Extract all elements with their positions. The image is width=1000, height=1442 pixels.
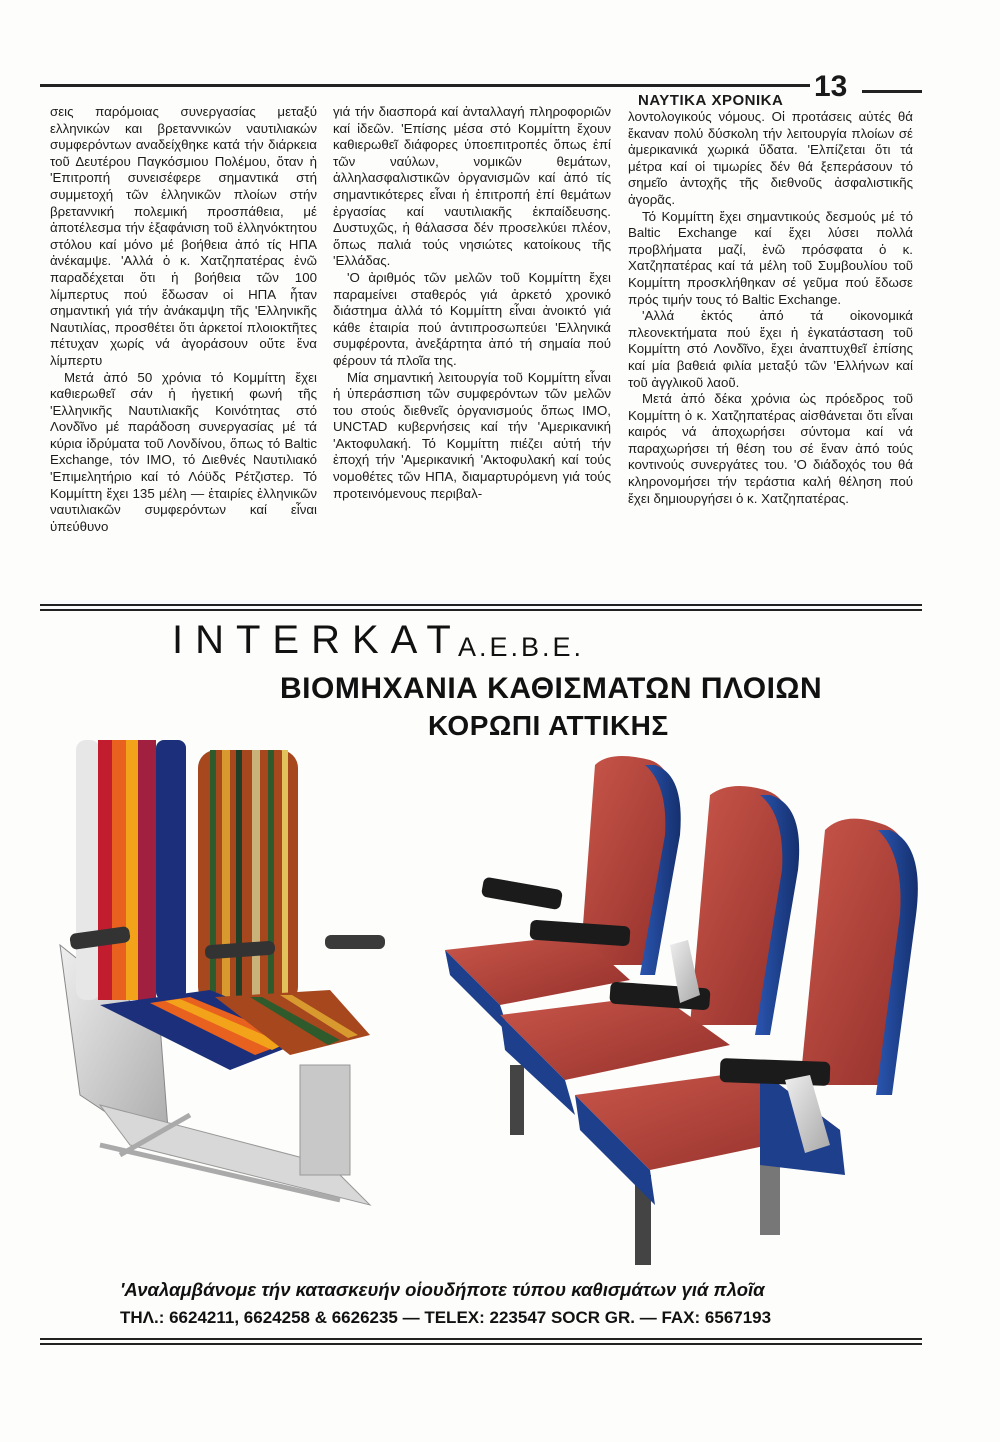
ad-location: ΚΟΡΩΠΙ ΑΤΤΙΚΗΣ <box>428 710 669 741</box>
header-rule <box>40 84 810 87</box>
ship-seats-photo <box>40 735 920 1280</box>
paragraph: γιά τήν διασπορά καί ἀνταλλαγή πληροφοριῶν καί ἰδεῶν. 'Επίσης μέσα στό Κομμίττη ἔχουν καθιερωθεῖ διάφορες ὑποεπιτροπές ὅπως ἐπί τῶν ναύλων, νομικῶν θεμάτων, ἀλληλασφαλιστικῶν ὀργανισμῶν καί ἀπό τίς σημαντικότερες εἶναι ἡ ἐπιτροπή ἐπί θεμάτων ἐργασίας καί ναυτιλιακῆς ἐκπαίδευσης. Δυστυχῶς, ἡ θάλασσα δέν προσελκύει πλέον, ὅπως παλιά τούς νησιώτες κατοίκους τῆς 'Ελλάδας. <box>333 104 611 269</box>
ad-tagline: 'Αναλαμβάνομε τήν κατασκευήν οἱουδήποτε τύπου καθισμάτων γιά πλοῖα <box>120 1279 765 1300</box>
paragraph: 'Ο ἀριθμός τῶν μελῶν τοῦ Κομμίττη ἔχει παραμείνει σταθερός γιά ἀρκετό χρονικό διάστημα ἀλλά τό Κομμίττη εἶναι ἀνοικτό γιά κάθε ἑταιρία πού ἀντιπροσωπεύει 'Ελληνικά συμφέροντα, ἀνεξάρτητα ἀπό τή σημαία πού φέρουν τά πλοῖα της. <box>333 269 611 368</box>
paragraph: σεις παρόμοιας συνεργασίας μεταξύ ελληνικών και βρεταννικών ναυτιλιακών συμφερόντων αναδείχθηκε κατά τήν διάρκεια τοῦ Δευτέρου Παγκόσμιου Πολέμου, ὅταν ἡ 'Επιτροπή συνεισέφερε σημαντικά στή συμμετοχή τῶν ἑλληνικῶν πλοίων στήν βρεταννική πολεμική προσπάθεια, μέ ἀποτέλεσμα τήν ἐξαφάνιση τοῦ ἑλληνόκτητου στόλου καί μόνο μέ βοήθεια ἀπό τίς ΗΠΑ ἀνέκαμψε. 'Αλλά ὁ κ. Χατζηπατέρας ἐνῶ παραδέχεται ὅτι ἡ βοήθεια τῶν 100 λίμπερτυς πού ἔδωσαν οἱ ΗΠΑ ἦταν σημαντική γιά τήν ἀνάκαμψη τῆς 'Ελληνικῆς Ναυτιλίας, προσθέτει ὅτι ἀρκετοί πλοιοκτῆτες πέτυχαν χωρίς νά ἀγοράσουν οὔτε ἕνα λίμπερτυ <box>50 104 317 368</box>
header-rule-right <box>862 90 922 93</box>
paragraph: Τό Κομμίττη ἔχει σημαντικούς δεσμούς μέ τό Baltic Exchange καί ἔχει λύσει πολλά προβλήματα μαζί, ἐνῶ πρόσφατα ὁ κ. Χατζηπατέρας καί τά μέλη τοῦ Συμβουλίου τοῦ Κομμίττη προσκλήθηκαν σέ γεῦμα πού ἔδωσε πρός τιμήν τους τό Baltic Exchange. <box>628 208 913 307</box>
paragraph: 'Αλλά ἐκτός ἀπό τά οἰκονομικά πλεονεκτήματα πού ἔχει ἡ ἐγκατάσταση τοῦ Κομμίττη στό Λονδῖνο, ἔχει ἀναπτυχθεῖ ἐπίσης καί μία βαθειά φιλία μεταξύ τῶν 'Ελλήνων καί τοῦ ἀγγλικοῦ λαοῦ. <box>628 308 913 390</box>
red-seat-row <box>445 756 918 1265</box>
paragraph: Μετά ἀπό 50 χρόνια τό Κομμίττη ἔχει καθιερωθεῖ σάν ἡ ἡγετική φωνή τῆς 'Ελληνικῆς Ναυτιλιακῆς Κοινότητας στό Λονδῖνο μέ παράδοση συνεργασίας μέ τά κύρια ἱδρύματα τοῦ Λονδίνου, ὅπως τό Baltic Exchange, τόν ΙΜΟ, τό Διεθνές Ναυτιλιακό 'Επιμελητήριο καί τό Λόϋδς Ρέτζιστερ. Τό Κομμίττη ἔχει 135 μέλη — ἑταιρίες ἑλληνικῶν ναυτιλιακῶν συμφερόντων καί εἶναι ὑπεύθυνο <box>50 369 317 534</box>
ad-contact-info: ΤΗΛ.: 6624211, 6624258 & 6626235 — TELEX: 223547 SOCR GR. — FAX: 6567193 <box>120 1308 772 1327</box>
running-head: ΝΑΥΤΙΚΑ ΧΡΟΝΙΚΑ <box>638 92 784 109</box>
ad-company-suffix: Α.Ε.Β.Ε. <box>458 632 585 662</box>
striped-seat-pair <box>60 740 385 1205</box>
article-column-1 <box>50 104 317 535</box>
paragraph: λοντολογικούς νόμους. Οἱ προτάσεις αὐτές θά ἔκαναν πολύ δύσκολη τήν λειτουργία πλοίων σέ ἀμερικανικά χωρικά ὕδατα. 'Ελπίζεται ὅτι τά μέτρα καί οἱ τιμωρίες δέν θά ξεπεράσουν τό σημεῖο ἀντοχῆς τῆς διεθνοῦς ἀσφαλιστικῆς ἀγορᾶς. <box>628 109 913 207</box>
article-column-3 <box>628 109 913 507</box>
page-number: 13 <box>814 70 848 103</box>
paragraph: Μία σημαντική λειτουργία τοῦ Κομμίττη εἶναι ἡ ὑπεράσπιση τῶν συμφερόντων τῶν μελῶν του στούς διεθνεῖς ὀργανισμούς ὅπως ΙΜΟ, UNCTAD κυβερνήσεις καί τήν 'Αμερικανική 'Ακτοφυλακή. Τό Κομμίττη πιέζει αὐτή τήν ἐποχή τήν 'Αμερικανική 'Ακτοφυλακή καί τούς νομοθέτες τῶν ΗΠΑ, διαμαρτυρόμενη γιά τούς προτεινόμενους περιβαλ- <box>333 369 611 501</box>
ad-company-name: INTERKAT <box>172 618 463 662</box>
ad-bottom-rule <box>40 1338 922 1345</box>
article-column-2 <box>333 104 611 502</box>
paragraph: Μετά ἀπό δέκα χρόνια ὡς πρόεδρος τοῦ Κομμίττη ὁ κ. Χατζηπατέρας αἰσθάνεται ὅτι εἶναι καιρός νά ἀποχωρήσει σύντομα καί νά παραχωρήσει τή θέση του σέ ἕναν ἀπό τούς κοντινούς συνεργάτες του. 'Ο διάδοχός του θά κληρονομήσει τήν τεράστια καλή θέληση πού ἔχει δημιουργήσει ὁ κ. Χατζηπατέρας. <box>628 391 913 506</box>
ad-headline: ΒΙΟΜΗΧΑΝΙΑ ΚΑΘΙΣΜΑΤΩΝ ΠΛΟΙΩΝ <box>280 672 823 705</box>
ad-top-rule <box>40 604 922 611</box>
